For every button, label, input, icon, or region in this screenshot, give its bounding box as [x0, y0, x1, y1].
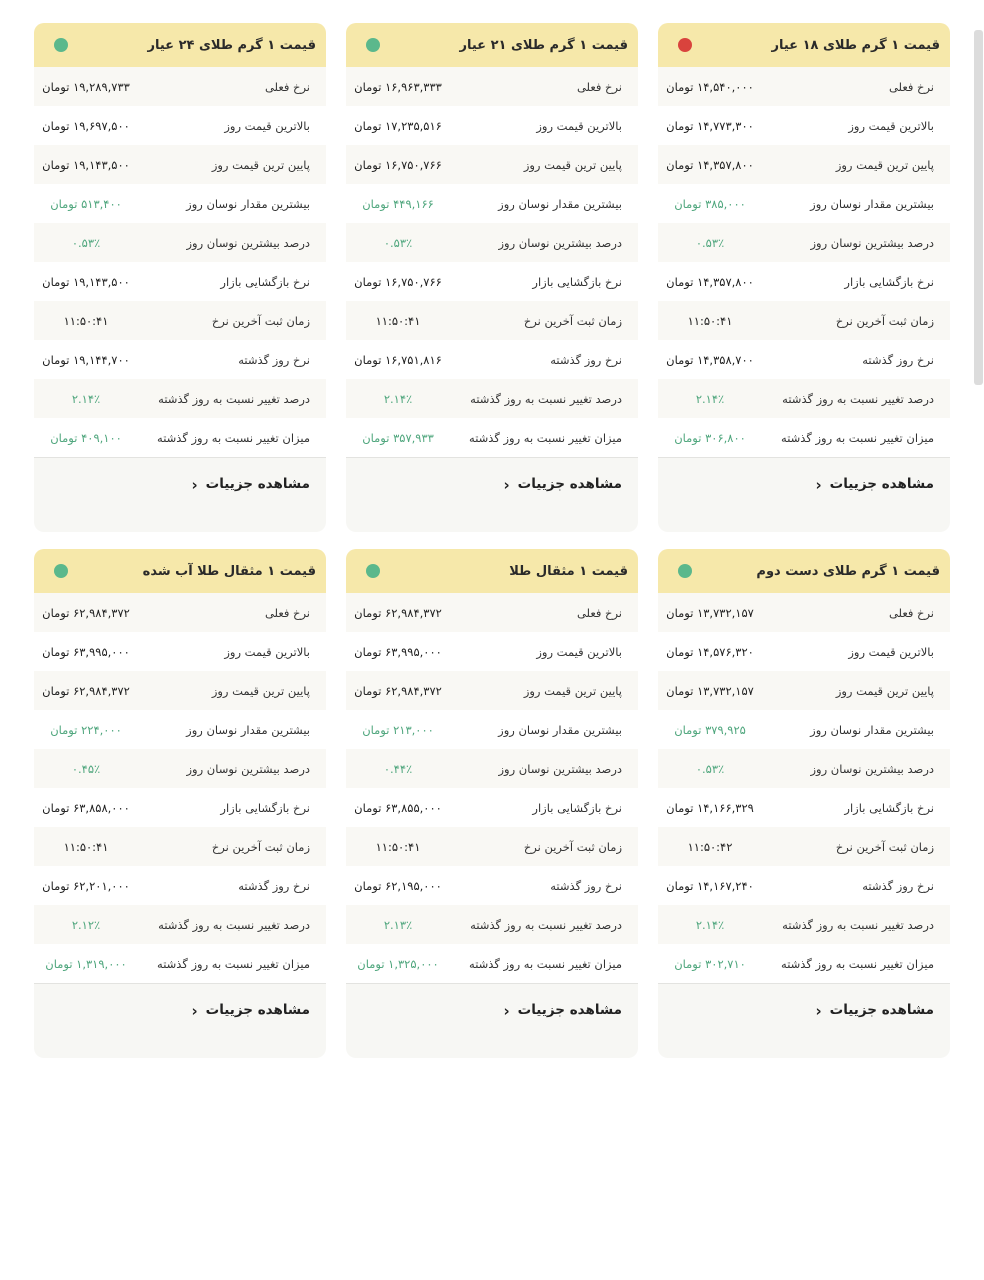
- view-details-label: مشاهده جزییات: [205, 1002, 310, 1018]
- row-label: نرخ روز گذشته: [550, 878, 622, 893]
- row-label: بالاترین قیمت روز: [536, 644, 622, 659]
- row-label: درصد بیشترین نوسان روز: [186, 235, 310, 250]
- gold-price-grid: [33, 23, 950, 1058]
- view-details-label: مشاهده جزییات: [829, 476, 934, 492]
- table-row: [658, 418, 950, 457]
- row-value: ۱۹,۱۴۴,۷۰۰ تومان: [42, 352, 130, 367]
- table-row: [658, 632, 950, 671]
- row-label: بالاترین قیمت روز: [536, 118, 622, 133]
- card-rows: [34, 593, 326, 983]
- table-row: [658, 106, 950, 145]
- row-label: نرخ بازگشایی بازار: [844, 274, 934, 289]
- table-row: [346, 905, 638, 944]
- row-label: نرخ بازگشایی بازار: [844, 800, 934, 815]
- table-row: [34, 262, 326, 301]
- row-value: ۱۱:۵۰:۴۱: [687, 313, 733, 328]
- row-value: ۱۷,۲۳۵,۵۱۶ تومان: [354, 118, 442, 133]
- row-value: ۱۴,۱۶۶,۳۲۹ تومان: [666, 800, 754, 815]
- card-rows: [346, 593, 638, 983]
- table-row: [346, 223, 638, 262]
- row-value: ۶۲,۹۸۴,۳۷۲ تومان: [354, 605, 442, 620]
- table-row: [658, 67, 950, 106]
- row-value: ۰.۴۴٪: [383, 761, 413, 776]
- chevron-left-icon: ‹: [191, 1002, 198, 1020]
- row-value: ۲.۱۴٪: [383, 391, 413, 406]
- price-card: [346, 23, 638, 532]
- row-value: ۱۱:۵۰:۴۱: [63, 839, 109, 854]
- row-value: ۱,۳۲۵,۰۰۰ تومان: [357, 956, 439, 971]
- card-title: قیمت ۱ مثقال طلا: [509, 563, 628, 579]
- table-row: [658, 710, 950, 749]
- row-label: زمان ثبت آخرین نرخ: [835, 839, 934, 854]
- row-label: پایین ترین قیمت روز: [523, 683, 622, 698]
- row-value: ۲.۱۳٪: [383, 917, 413, 932]
- row-value: ۱۹,۱۴۳,۵۰۰ تومان: [42, 157, 130, 172]
- row-value: ۱۶,۷۵۰,۷۶۶ تومان: [354, 274, 442, 289]
- row-value: ۲۱۳,۰۰۰ تومان: [362, 722, 434, 737]
- card-title: قیمت ۱ مثقال طلا آب شده: [142, 563, 316, 579]
- card-rows: [658, 67, 950, 457]
- row-value: ۰.۵۳٪: [383, 235, 413, 250]
- table-row: [34, 106, 326, 145]
- table-row: [658, 379, 950, 418]
- row-value: ۱۱:۵۰:۴۲: [687, 839, 733, 854]
- card-header: [658, 23, 950, 67]
- view-details-label: مشاهده جزییات: [205, 476, 310, 492]
- table-row: [346, 593, 638, 632]
- table-row: [34, 788, 326, 827]
- price-card: [658, 23, 950, 532]
- table-row: [34, 379, 326, 418]
- row-label: زمان ثبت آخرین نرخ: [211, 313, 310, 328]
- row-label: درصد بیشترین نوسان روز: [498, 235, 622, 250]
- row-label: میزان تغییر نسبت به روز گذشته: [157, 430, 310, 445]
- row-label: بیشترین مقدار نوسان روز: [810, 196, 934, 211]
- chevron-left-icon: ‹: [815, 1002, 822, 1020]
- row-label: نرخ روز گذشته: [238, 878, 310, 893]
- table-row: [658, 905, 950, 944]
- table-row: [346, 632, 638, 671]
- scrollbar[interactable]: [974, 30, 983, 385]
- row-label: بالاترین قیمت روز: [224, 644, 310, 659]
- table-row: [34, 671, 326, 710]
- card-rows: [346, 67, 638, 457]
- table-row: [658, 340, 950, 379]
- row-value: ۱۶,۷۵۰,۷۶۶ تومان: [354, 157, 442, 172]
- row-value: ۶۳,۹۹۵,۰۰۰ تومان: [42, 644, 130, 659]
- row-label: نرخ فعلی: [888, 79, 934, 94]
- row-value: ۴۰۹,۱۰۰ تومان: [50, 430, 122, 445]
- row-label: نرخ روز گذشته: [862, 878, 934, 893]
- row-label: بالاترین قیمت روز: [848, 118, 934, 133]
- row-value: ۱۶,۷۵۱,۸۱۶ تومان: [354, 352, 442, 367]
- table-row: [34, 905, 326, 944]
- row-label: بیشترین مقدار نوسان روز: [810, 722, 934, 737]
- row-label: زمان ثبت آخرین نرخ: [835, 313, 934, 328]
- row-value: ۱۹,۱۴۳,۵۰۰ تومان: [42, 274, 130, 289]
- table-row: [658, 184, 950, 223]
- table-row: [346, 788, 638, 827]
- row-value: ۳۵۷,۹۳۳ تومان: [362, 430, 434, 445]
- row-label: نرخ فعلی: [264, 79, 310, 94]
- row-label: بالاترین قیمت روز: [224, 118, 310, 133]
- table-row: [658, 866, 950, 905]
- table-row: [34, 67, 326, 106]
- row-label: بیشترین مقدار نوسان روز: [498, 722, 622, 737]
- row-label: درصد تغییر نسبت به روز گذشته: [470, 391, 622, 406]
- card-header: [34, 23, 326, 67]
- row-label: درصد تغییر نسبت به روز گذشته: [782, 917, 934, 932]
- row-value: ۲.۱۲٪: [71, 917, 101, 932]
- row-value: ۱۴,۳۵۷,۸۰۰ تومان: [666, 274, 754, 289]
- table-row: [34, 223, 326, 262]
- row-value: ۲۲۴,۰۰۰ تومان: [50, 722, 122, 737]
- price-card: [34, 549, 326, 1058]
- table-row: [346, 340, 638, 379]
- row-value: ۱۱:۵۰:۴۱: [375, 839, 421, 854]
- row-value: ۶۳,۸۵۵,۰۰۰ تومان: [354, 800, 442, 815]
- row-value: ۶۲,۲۰۱,۰۰۰ تومان: [42, 878, 130, 893]
- card-header: [658, 549, 950, 593]
- row-value: ۳۸۵,۰۰۰ تومان: [674, 196, 746, 211]
- row-label: درصد بیشترین نوسان روز: [810, 235, 934, 250]
- view-details-label: مشاهده جزییات: [517, 476, 622, 492]
- table-row: [34, 632, 326, 671]
- view-details-button[interactable]: [658, 983, 950, 1058]
- row-value: ۱۹,۲۸۹,۷۳۳ تومان: [42, 79, 130, 94]
- row-value: ۰.۵۳٪: [695, 761, 725, 776]
- table-row: [658, 145, 950, 184]
- row-label: درصد تغییر نسبت به روز گذشته: [782, 391, 934, 406]
- table-row: [346, 106, 638, 145]
- row-label: نرخ بازگشایی بازار: [220, 274, 310, 289]
- status-up-indicator-icon: [678, 564, 692, 578]
- row-label: زمان ثبت آخرین نرخ: [523, 313, 622, 328]
- row-label: نرخ بازگشایی بازار: [532, 800, 622, 815]
- row-value: ۱۴,۷۷۳,۳۰۰ تومان: [666, 118, 754, 133]
- table-row: [346, 379, 638, 418]
- table-row: [346, 710, 638, 749]
- chevron-left-icon: ‹: [191, 476, 198, 494]
- table-row: [346, 944, 638, 983]
- table-row: [346, 418, 638, 457]
- view-details-label: مشاهده جزییات: [829, 1002, 934, 1018]
- row-value: ۳۰۶,۸۰۰ تومان: [674, 430, 746, 445]
- table-row: [658, 262, 950, 301]
- row-value: ۰.۴۵٪: [71, 761, 101, 776]
- row-label: زمان ثبت آخرین نرخ: [523, 839, 622, 854]
- row-label: پایین ترین قیمت روز: [835, 683, 934, 698]
- table-row: [658, 301, 950, 340]
- row-label: میزان تغییر نسبت به روز گذشته: [469, 956, 622, 971]
- row-label: میزان تغییر نسبت به روز گذشته: [157, 956, 310, 971]
- view-details-button[interactable]: [346, 457, 638, 532]
- view-details-button[interactable]: [34, 983, 326, 1058]
- row-value: ۱۳,۷۳۲,۱۵۷ تومان: [666, 605, 754, 620]
- row-label: پایین ترین قیمت روز: [835, 157, 934, 172]
- table-row: [658, 827, 950, 866]
- row-value: ۱۱:۵۰:۴۱: [375, 313, 421, 328]
- table-row: [34, 944, 326, 983]
- price-card: [346, 549, 638, 1058]
- row-value: ۵۱۳,۴۰۰ تومان: [50, 196, 122, 211]
- status-up-indicator-icon: [54, 38, 68, 52]
- row-label: درصد بیشترین نوسان روز: [186, 761, 310, 776]
- table-row: [34, 184, 326, 223]
- card-header: [34, 549, 326, 593]
- view-details-button[interactable]: [34, 457, 326, 532]
- row-label: بیشترین مقدار نوسان روز: [186, 722, 310, 737]
- row-value: ۱۶,۹۶۳,۳۳۳ تومان: [354, 79, 442, 94]
- chevron-left-icon: ‹: [503, 1002, 510, 1020]
- row-label: پایین ترین قیمت روز: [211, 157, 310, 172]
- table-row: [658, 593, 950, 632]
- chevron-left-icon: ‹: [503, 476, 510, 494]
- card-header: [346, 549, 638, 593]
- status-up-indicator-icon: [54, 564, 68, 578]
- row-value: ۱,۳۱۹,۰۰۰ تومان: [45, 956, 127, 971]
- row-label: بیشترین مقدار نوسان روز: [186, 196, 310, 211]
- table-row: [658, 671, 950, 710]
- row-value: ۱۴,۳۵۸,۷۰۰ تومان: [666, 352, 754, 367]
- table-row: [346, 184, 638, 223]
- row-value: ۶۲,۹۸۴,۳۷۲ تومان: [42, 683, 130, 698]
- row-label: نرخ فعلی: [576, 79, 622, 94]
- row-label: نرخ فعلی: [576, 605, 622, 620]
- row-label: درصد بیشترین نوسان روز: [810, 761, 934, 776]
- row-value: ۱۴,۵۷۶,۳۲۰ تومان: [666, 644, 754, 659]
- row-label: نرخ روز گذشته: [550, 352, 622, 367]
- row-label: درصد تغییر نسبت به روز گذشته: [158, 917, 310, 932]
- row-value: ۲.۱۴٪: [695, 917, 725, 932]
- row-label: میزان تغییر نسبت به روز گذشته: [781, 430, 934, 445]
- card-title: قیمت ۱ گرم طلای دست دوم: [756, 563, 940, 579]
- card-rows: [34, 67, 326, 457]
- table-row: [346, 145, 638, 184]
- table-row: [34, 145, 326, 184]
- row-label: درصد بیشترین نوسان روز: [498, 761, 622, 776]
- table-row: [34, 827, 326, 866]
- row-value: ۶۲,۱۹۵,۰۰۰ تومان: [354, 878, 442, 893]
- table-row: [34, 301, 326, 340]
- row-label: میزان تغییر نسبت به روز گذشته: [469, 430, 622, 445]
- card-title: قیمت ۱ گرم طلای ۲۴ عیار: [147, 37, 316, 53]
- chevron-left-icon: ‹: [815, 476, 822, 494]
- table-row: [34, 749, 326, 788]
- row-value: ۶۳,۹۹۵,۰۰۰ تومان: [354, 644, 442, 659]
- card-title: قیمت ۱ گرم طلای ۲۱ عیار: [459, 37, 628, 53]
- table-row: [346, 827, 638, 866]
- row-value: ۱۱:۵۰:۴۱: [63, 313, 109, 328]
- status-up-indicator-icon: [366, 564, 380, 578]
- row-value: ۶۲,۹۸۴,۳۷۲ تومان: [354, 683, 442, 698]
- row-value: ۶۳,۸۵۸,۰۰۰ تومان: [42, 800, 130, 815]
- view-details-button[interactable]: [346, 983, 638, 1058]
- row-value: ۱۹,۶۹۷,۵۰۰ تومان: [42, 118, 130, 133]
- price-card: [34, 23, 326, 532]
- row-label: نرخ روز گذشته: [862, 352, 934, 367]
- table-row: [658, 223, 950, 262]
- row-value: ۱۳,۷۳۲,۱۵۷ تومان: [666, 683, 754, 698]
- view-details-label: مشاهده جزییات: [517, 1002, 622, 1018]
- row-label: نرخ روز گذشته: [238, 352, 310, 367]
- row-label: درصد تغییر نسبت به روز گذشته: [158, 391, 310, 406]
- row-label: میزان تغییر نسبت به روز گذشته: [781, 956, 934, 971]
- table-row: [346, 866, 638, 905]
- row-value: ۶۲,۹۸۴,۳۷۲ تومان: [42, 605, 130, 620]
- row-label: نرخ بازگشایی بازار: [220, 800, 310, 815]
- table-row: [34, 340, 326, 379]
- row-value: ۰.۵۳٪: [71, 235, 101, 250]
- table-row: [34, 418, 326, 457]
- table-row: [346, 671, 638, 710]
- card-header: [346, 23, 638, 67]
- row-label: پایین ترین قیمت روز: [211, 683, 310, 698]
- row-value: ۳۷۹,۹۲۵ تومان: [674, 722, 746, 737]
- card-rows: [658, 593, 950, 983]
- status-up-indicator-icon: [366, 38, 380, 52]
- table-row: [346, 301, 638, 340]
- row-value: ۱۴,۱۶۷,۲۴۰ تومان: [666, 878, 754, 893]
- card-title: قیمت ۱ گرم طلای ۱۸ عیار: [771, 37, 940, 53]
- table-row: [346, 67, 638, 106]
- row-value: ۲.۱۴٪: [695, 391, 725, 406]
- table-row: [346, 262, 638, 301]
- view-details-button[interactable]: [658, 457, 950, 532]
- table-row: [346, 749, 638, 788]
- table-row: [658, 944, 950, 983]
- row-label: پایین ترین قیمت روز: [523, 157, 622, 172]
- row-label: نرخ فعلی: [264, 605, 310, 620]
- row-label: درصد تغییر نسبت به روز گذشته: [470, 917, 622, 932]
- table-row: [658, 749, 950, 788]
- row-label: زمان ثبت آخرین نرخ: [211, 839, 310, 854]
- row-value: ۴۴۹,۱۶۶ تومان: [362, 196, 434, 211]
- row-label: نرخ بازگشایی بازار: [532, 274, 622, 289]
- price-card: [658, 549, 950, 1058]
- row-value: ۱۴,۳۵۷,۸۰۰ تومان: [666, 157, 754, 172]
- status-down-indicator-icon: [678, 38, 692, 52]
- row-value: ۲.۱۴٪: [71, 391, 101, 406]
- table-row: [34, 593, 326, 632]
- row-label: بالاترین قیمت روز: [848, 644, 934, 659]
- row-value: ۱۴,۵۴۰,۰۰۰ تومان: [666, 79, 754, 94]
- row-value: ۰.۵۳٪: [695, 235, 725, 250]
- row-label: نرخ فعلی: [888, 605, 934, 620]
- table-row: [34, 710, 326, 749]
- row-label: بیشترین مقدار نوسان روز: [498, 196, 622, 211]
- row-value: ۳۰۲,۷۱۰ تومان: [674, 956, 746, 971]
- table-row: [34, 866, 326, 905]
- table-row: [658, 788, 950, 827]
